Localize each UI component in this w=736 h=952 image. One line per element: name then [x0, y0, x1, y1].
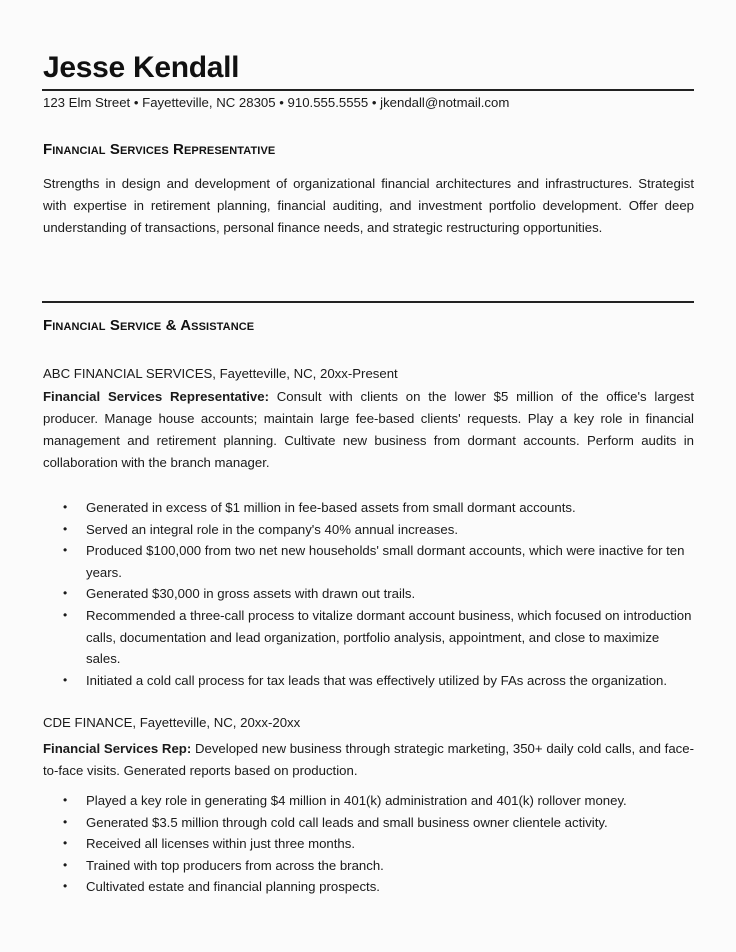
bullet-icon: •	[63, 836, 68, 851]
list-item-text: Played a key role in generating $4 million in 401(k) administration and 401(k) rollover money.	[86, 793, 627, 808]
summary-paragraph: Strengths in design and development of organizational financial architectures and infrastructures. Strategist with expertise in retirement planning, financial auditing, and investment portfolio development. Offer deep understanding of transactions, personal finance needs, and strategic restructuring opportunities.	[43, 176, 694, 235]
list-item-text: Generated in excess of $1 million in fee-based assets from small dormant accounts.	[86, 500, 576, 515]
list-item-text: Trained with top producers from across the branch.	[86, 857, 384, 873]
job-achievements-cde	[43, 790, 694, 898]
summary-heading: Financial Services Representative	[43, 141, 276, 158]
list-item	[43, 540, 694, 583]
list-item	[43, 790, 694, 812]
list-item-text: Generated $30,000 in gross assets with drawn out trails.	[86, 586, 416, 602]
bullet-icon: •	[63, 607, 68, 622]
list-item-text: Recommended a three-call process to vitalize dormant account business, which focused on introduction calls, documentation and lead organization, portfolio analysis, appointment, and close to maximize sales.	[86, 607, 692, 667]
list-item	[43, 855, 694, 877]
job-description-cde	[43, 738, 694, 782]
candidate-name: Jesse Kendall	[43, 51, 240, 84]
list-item	[43, 670, 694, 692]
list-item	[43, 583, 694, 605]
bullet-icon: •	[63, 857, 68, 872]
job-description-text-cde: Developed new business through strategic marketing, 350+ daily cold calls, and face-to-face visits. Generated reports based on production.	[43, 741, 695, 778]
bullet-icon: •	[63, 793, 68, 807]
section-divider	[42, 301, 694, 303]
list-item	[43, 605, 694, 670]
list-item	[43, 812, 694, 834]
bullet-icon: •	[63, 521, 68, 536]
contact-line: 123 Elm Street • Fayetteville, NC 28305 • 910.555.5555 • jkendall@notmail.com	[43, 95, 510, 110]
list-item	[43, 833, 694, 855]
job-role-cde: Financial Services Rep:	[43, 741, 192, 756]
job-description-text-abc: Consult with clients on the lower $5 million of the office's largest producer. Manage house accounts; maintain large fee-based clients' requests. Play a key role in financial management and retirement planning. Cultivate new business from dormant accounts. Perform audits in collaboration with the branch manager.	[43, 389, 695, 470]
list-item	[43, 519, 694, 541]
job-description-abc	[43, 386, 694, 474]
job-header-abc: ABC FINANCIAL SERVICES, Fayetteville, NC, 20xx-Present	[43, 366, 398, 381]
bullet-icon: •	[63, 543, 68, 558]
bullet-icon: •	[63, 672, 68, 687]
list-item-text: Generated $3.5 million through cold call leads and small business owner clientele activity.	[86, 814, 608, 830]
list-item	[43, 497, 694, 519]
job-achievements-abc	[43, 497, 694, 691]
bullet-icon: •	[63, 500, 68, 514]
bullet-icon: •	[63, 586, 68, 601]
job-role-abc: Financial Services Representative:	[43, 389, 269, 404]
bullet-icon: •	[63, 879, 68, 894]
list-item-text: Produced $100,000 from two net new households' small dormant accounts, which were inactive for ten years.	[86, 543, 685, 580]
job-header-cde: CDE FINANCE, Fayetteville, NC, 20xx-20xx	[43, 715, 301, 730]
list-item-text: Served an integral role in the company's 40% annual increases.	[86, 521, 458, 537]
list-item-text: Cultivated estate and financial planning prospects.	[86, 879, 380, 895]
list-item-text: Received all licenses within just three months.	[86, 836, 356, 852]
list-item	[43, 876, 694, 898]
experience-heading: Financial Service & Assistance	[43, 317, 255, 334]
list-item-text: Initiated a cold call process for tax leads that was effectively utilized by FAs across the organization.	[86, 672, 668, 688]
bullet-icon: •	[63, 814, 68, 829]
header-divider	[42, 89, 694, 91]
